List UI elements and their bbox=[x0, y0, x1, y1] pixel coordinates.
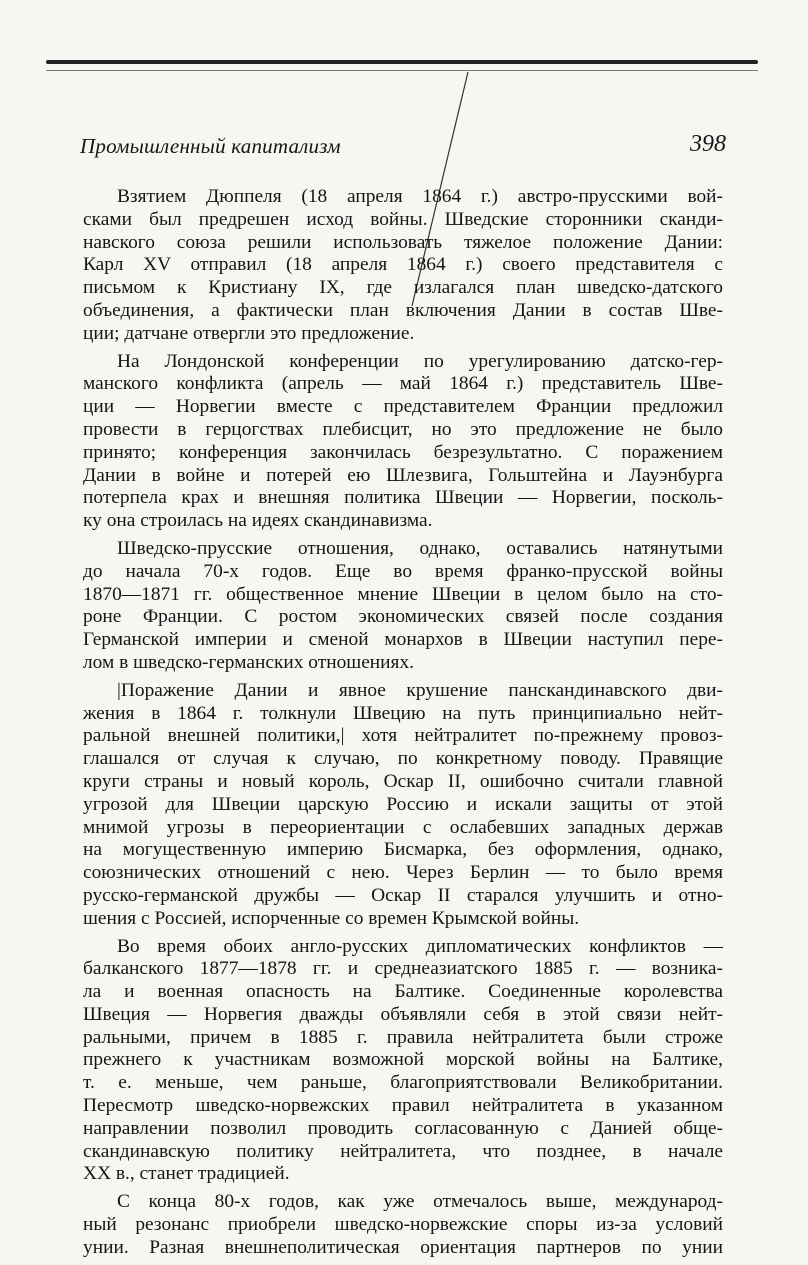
text-line: Во время обоих англо-русских дипломатических конфликтов — bbox=[117, 935, 723, 957]
top-scan-border-thin bbox=[46, 70, 758, 71]
text-line: На Лондонской конференции по урегулированию датско-гер- bbox=[117, 350, 723, 372]
text-line: шения с Россией, испорченные со времен Крымской войны. bbox=[83, 907, 580, 929]
paragraph bbox=[83, 1191, 723, 1259]
paragraph bbox=[83, 680, 723, 931]
text-line: лом в шведско-германских отношениях. bbox=[83, 651, 415, 673]
text-line: ции — Норвегии вместе с представителем Франции предложил bbox=[83, 396, 723, 418]
text-line: на могущественную империю Бисмарка, без оформления, однако, bbox=[83, 839, 723, 861]
text-line: ральными, причем в 1885 г. правила нейтралитета были строже bbox=[83, 1026, 723, 1048]
paragraph bbox=[83, 186, 723, 346]
text-line: союзнических отношений с нею. Через Берлин — то было время bbox=[83, 862, 723, 884]
text-line: ный резонанс приобрели шведско-норвежские споры из-за условий bbox=[83, 1214, 723, 1236]
text-line: манского конфликта (апрель — май 1864 г.) представитель Шве- bbox=[83, 373, 723, 395]
text-line: глашался от случая к случаю, по конкретному поводу. Правящие bbox=[83, 748, 723, 770]
top-scan-border bbox=[46, 60, 758, 64]
text-line: навского союза решили использовать тяжелое положение Дании: bbox=[83, 231, 723, 253]
text-line: XX в., станет традицией. bbox=[83, 1163, 290, 1185]
text-line: ку она строилась на идеях скандинавизма. bbox=[83, 510, 433, 532]
text-line: балканского 1877—1878 гг. и среднеазиатского 1885 г. — возника- bbox=[83, 958, 723, 980]
paragraph bbox=[83, 538, 723, 675]
text-line: |Поражение Дании и явное крушение панскандинавского дви- bbox=[117, 679, 723, 701]
text-line: Германской империи и сменой монархов в Швеции наступил пере- bbox=[83, 629, 723, 651]
text-line: унии. Разная внешнеполитическая ориентация партнеров по унии bbox=[83, 1236, 723, 1258]
paragraph bbox=[83, 936, 723, 1187]
text-line: прежнего к участникам возможной морской войны на Балтике, bbox=[83, 1049, 723, 1071]
text-line: Швеция — Норвегия дважды объявляли себя в этой связи нейт- bbox=[83, 1003, 723, 1025]
text-line: 1870—1871 гг. общественное мнение Швеции в целом было на сто- bbox=[83, 583, 723, 605]
paragraph bbox=[83, 351, 723, 533]
text-line: угрозой для Швеции царскую Россию и искали защиты от этой bbox=[83, 793, 723, 815]
text-line: принято; конференция закончилась безрезультатно. С поражением bbox=[83, 441, 723, 463]
text-line: ральной внешней политики,| хотя нейтралитет по-прежнему провоз- bbox=[83, 725, 723, 747]
text-line: русско-германской дружбы — Оскар II старался улучшить и отно- bbox=[83, 884, 723, 906]
text-line: жения в 1864 г. толкнули Швецию на путь принципиально нейт- bbox=[83, 702, 723, 724]
page-number: 398 bbox=[690, 131, 726, 157]
text-line: Пересмотр шведско-норвежских правил нейтралитета в указанном bbox=[83, 1095, 723, 1117]
text-line: круги страны и новый король, Оскар II, ошибочно считали главной bbox=[83, 770, 723, 792]
text-line: Дании в войне и потерей ею Шлезвига, Гольштейна и Лауэнбурга bbox=[83, 464, 723, 486]
text-line: С конца 80-х годов, как уже отмечалось выше, международ- bbox=[117, 1191, 723, 1213]
text-line: направлении позволил проводить согласованную с Данией обще- bbox=[83, 1117, 723, 1139]
text-line: ла и военная опасность на Балтике. Соединенные королевства bbox=[83, 981, 723, 1003]
text-line: провести в герцогствах плебисцит, но это предложение не было bbox=[83, 418, 723, 440]
body-text bbox=[83, 186, 723, 1265]
running-head bbox=[80, 131, 726, 168]
text-line: мнимой угрозы в переориентации с ослабевших западных держав bbox=[83, 816, 723, 838]
text-line: роне Франции. С ростом экономических связей после создания bbox=[83, 606, 723, 628]
text-line: потерпела крах и внешняя политика Швеции — Норвегии, посколь- bbox=[83, 487, 723, 509]
text-line: т. е. меньше, чем раньше, благоприятствовали Великобритании. bbox=[83, 1072, 723, 1094]
text-line: ции; датчане отвергли это предложение. bbox=[83, 322, 415, 344]
text-line: объединения, а фактически план включения Дании в состав Шве- bbox=[83, 299, 723, 321]
text-line: сками был предрешен исход войны. Шведские сторонники сканди- bbox=[83, 208, 723, 230]
text-line: Шведско-прусские отношения, однако, оставались натянутыми bbox=[117, 537, 723, 559]
text-line: скандинавскую политику нейтралитета, что позднее, в начале bbox=[83, 1140, 723, 1162]
text-line: до начала 70-х годов. Еще во время франко-прусской войны bbox=[83, 560, 723, 582]
running-title: Промышленный капитализм bbox=[80, 134, 341, 158]
text-line: письмом к Кристиану IX, где излагался план шведско-датского bbox=[83, 277, 723, 299]
text-line: Взятием Дюппеля (18 апреля 1864 г.) австро-прусскими вой- bbox=[117, 186, 723, 207]
text-line: Карл XV отправил (18 апреля 1864 г.) своего представителя с bbox=[83, 254, 723, 276]
